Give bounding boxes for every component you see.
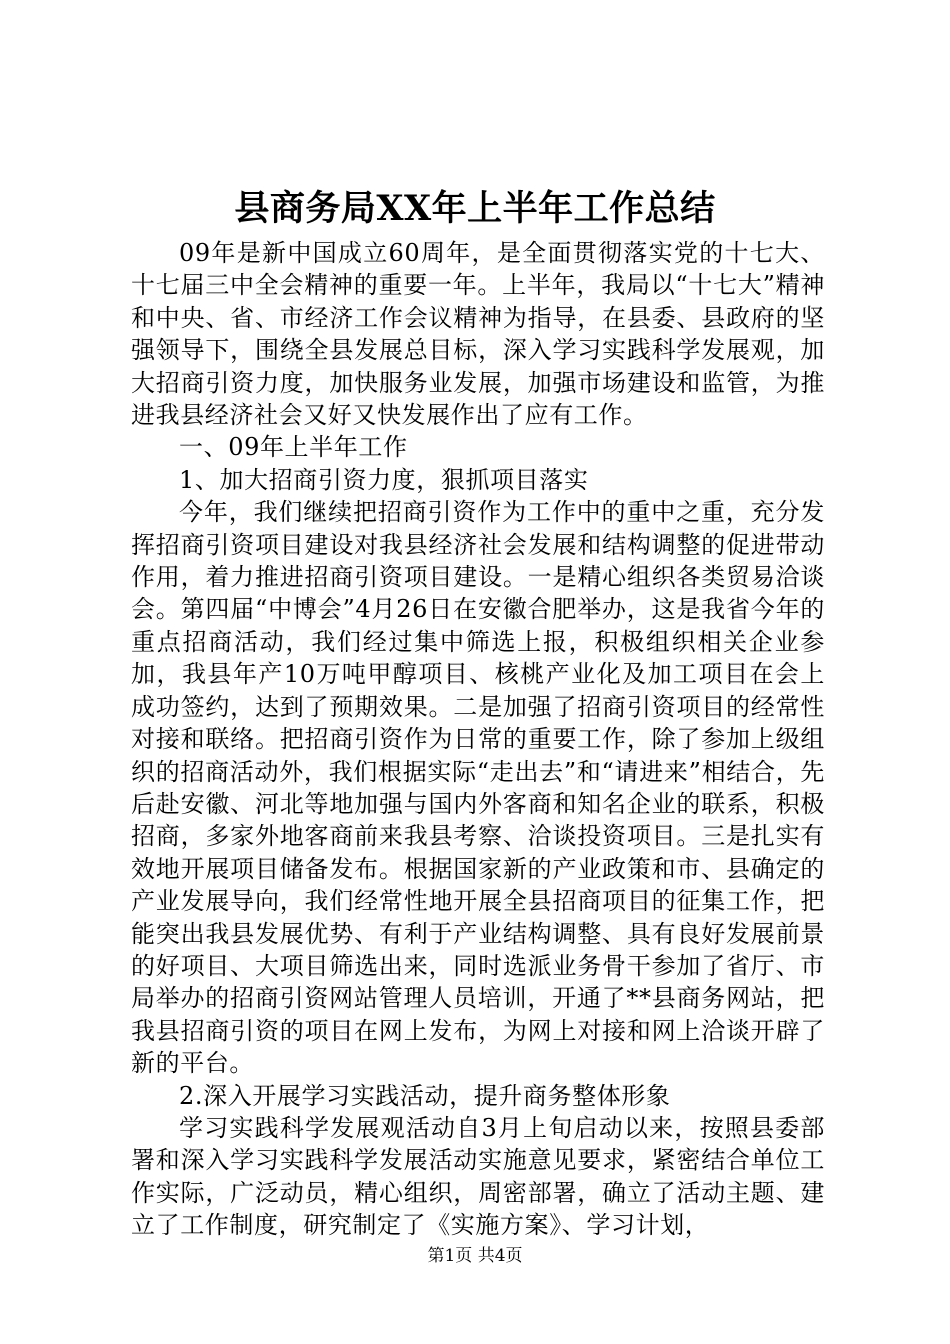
body-paragraph: 学习实践科学发展观活动自3月上旬启动以来，按照县委部署和深入学习实践科学发展活动实施意见要求，紧密结合单位工作实际，广泛动员，精心组织，周密部署，确立了活动主题、建立了工作制度，研究制定了《实施方案》、学习计划， — [131, 1113, 825, 1240]
section-heading: 一、09年上半年工作 — [179, 433, 408, 462]
intro-paragraph: 09年是新中国成立60周年，是全面贯彻落实党的十七大、十七届三中全会精神的重要一年。上半年，我局以“十七大”精神和中央、省、市经济工作会议精神为指导，在县委、县政府的坚强领导下，围绕全县发展总目标，深入学习实践科学发展观，加大招商引资力度，加快服务业发展，加强市场建设和监管，为推进我县经济社会又好又快发展作出了应有工作。 — [131, 239, 825, 430]
subsection-heading: 2.深入开展学习实践活动，提升商务整体形象 — [179, 1081, 671, 1110]
subsection-heading: 1、加大招商引资力度，狠抓项目落实 — [179, 465, 589, 494]
body-paragraph: 今年，我们继续把招商引资作为工作中的重中之重，充分发挥招商引资项目建设对我县经济社会发展和结构调整的促进带动作用，着力推进招商引资项目建设。一是精心组织各类贸易洽谈会。第四届“中博会”4月26日在安徽合肥举办，这是我省今年的重点招商活动，我们经过集中筛选上报，积极组织相关企业参加，我县年产10万吨甲醇项目、核桃产业化及加工项目在会上成功签约，达到了预期效果。二是加强了招商引资项目的经常性对接和联络。把招商引资作为日常的重要工作，除了参加上级组织的招商活动外，我们根据实际“走出去”和“请进来”相结合，先后赴安徽、河北等地加强与国内外客商和知名企业的联系，积极招商，多家外地客商前来我县考察、洽谈投资项目。三是扎实有效地开展项目储备发布。根据国家新的产业政策和市、县确定的产业发展导向，我们经常性地开展全县招商项目的征集工作，把能突出我县发展优势、有利于产业结构调整、具有良好发展前景的好项目、大项目筛选出来，同时选派业务骨干参加了省厅、市局举办的招商引资网站管理人员培训，开通了**县商务网站，把我县招商引资的项目在网上发布，为网上对接和网上洽谈开辟了新的平台。 — [131, 498, 825, 1078]
document-body — [131, 237, 825, 1242]
document-title: 县商务局XX年上半年工作总结 — [234, 188, 716, 229]
page-number: 第1页 共4页 — [427, 1246, 523, 1266]
